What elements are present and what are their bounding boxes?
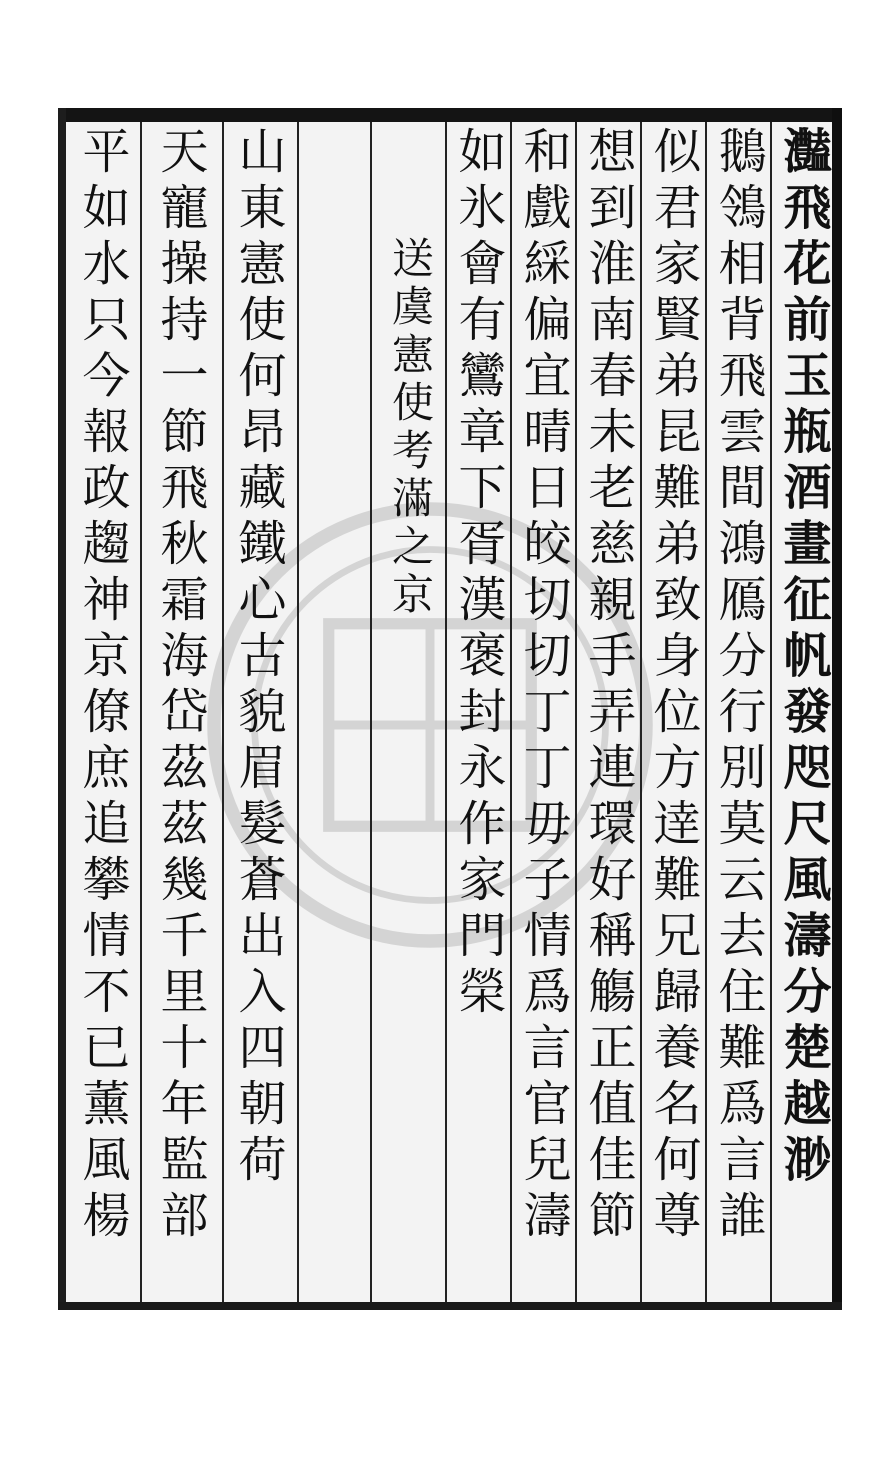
column-text: 和戲綵偏宜晴日皎切切丁丁毋子情爲言官兒濤 — [515, 126, 571, 1246]
poem-title: 送虞憲使考滿之京 — [386, 236, 435, 620]
column-rule — [770, 122, 772, 1302]
text-column-6 — [448, 126, 508, 1296]
column-rule — [297, 122, 299, 1302]
column-rule — [510, 122, 512, 1302]
column-rule — [222, 122, 224, 1302]
column-rule — [370, 122, 372, 1302]
column-rule — [575, 122, 577, 1302]
column-text: 鵝鴒相背飛雲間鴻鴈分行別莫云去住難爲言誰 — [710, 126, 766, 1246]
page-edge-bottom — [58, 1302, 842, 1310]
column-text: 山東憲使何昂藏鐵心古貌眉髮蒼出入四朝荷 — [230, 126, 286, 1190]
text-column-10 — [150, 126, 210, 1296]
text-column-11 — [72, 126, 132, 1296]
column-text: 灎飛花前玉瓶酒畫征帆發咫尺風濤分楚越渺 — [775, 126, 831, 1190]
page-edge-left — [58, 108, 66, 1310]
text-column-9 — [228, 126, 288, 1296]
page-edge-right — [832, 108, 842, 1310]
column-rule — [705, 122, 707, 1302]
poem-title-column — [380, 126, 440, 1296]
text-column-4 — [578, 126, 638, 1296]
text-column-5 — [513, 126, 573, 1296]
text-column-2 — [708, 126, 768, 1296]
column-text: 天寵操持一節飛秋霜海岱茲茲幾千里十年監部 — [152, 126, 208, 1246]
text-column-3 — [643, 126, 703, 1296]
column-rule — [140, 122, 142, 1302]
column-text: 想到淮南春未老慈親手弄連環好稱觴正值佳節 — [580, 126, 636, 1246]
column-text: 平如水只今報政趨神京僚庶追攀情不已薰風楊 — [74, 126, 130, 1246]
column-rule — [640, 122, 642, 1302]
text-column-1 — [773, 126, 833, 1296]
column-rule — [445, 122, 447, 1302]
column-text: 似君家賢弟昆難弟致身位方逹難兄歸養名何尊 — [645, 126, 701, 1246]
page-edge-top — [58, 108, 842, 122]
column-text: 如氷會有鸞章下胥漢褒封永作家門榮 — [450, 126, 506, 1022]
text-column-8 — [305, 126, 365, 1296]
